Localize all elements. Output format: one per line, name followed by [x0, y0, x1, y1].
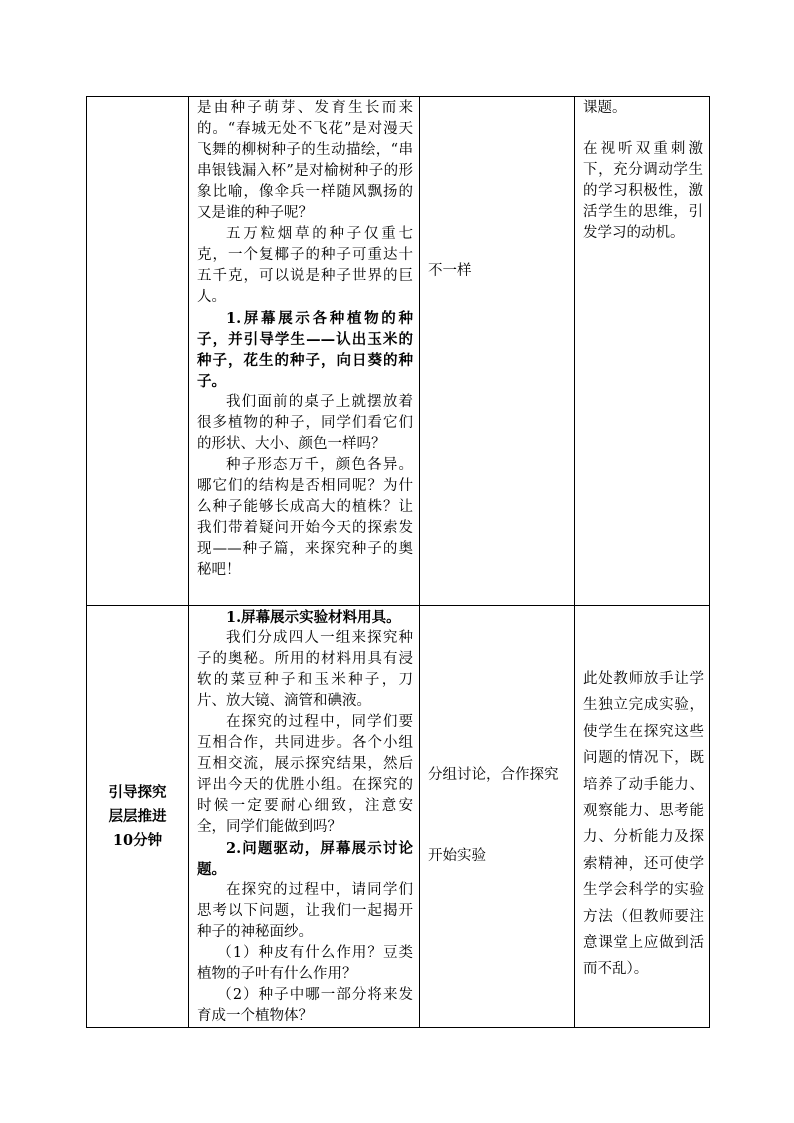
- paragraph: （2）种子中哪一部分将来发育成一个植物体？: [197, 987, 413, 1024]
- teacher-activity-text: [189, 606, 419, 1027]
- paragraph: （1）种皮有什么作用？豆类植物的子叶有什么作用？: [197, 945, 413, 982]
- student-activity-text: 不一样: [428, 263, 472, 279]
- paragraph: 在探究的过程中，请同学们思考以下问题，让我们一起揭开种子的神秘面纱。: [197, 882, 413, 940]
- teacher-activity-cell: [189, 606, 420, 1028]
- paragraph: 1.屏幕展示各种植物的种子，并引导学生——认出玉米的种子，花生的种子，向日葵的种子。: [197, 310, 413, 390]
- table-row: [87, 97, 710, 606]
- paragraph: 我们面前的桌子上就摆放着很多植物的种子，同学们看它们的形状、大小、颜色一样吗？: [197, 394, 413, 452]
- paragraph: 我们分成四人一组来探究种子的奥秘。所用的材料用具有浸软的菜豆种子和玉米种子，刀片、放大镜、滴管和碘液。: [197, 630, 413, 709]
- paragraph: 是由种子萌芽、发育生长而来的。“春城无处不飞花”是对漫天飞舞的柳树种子的生动描绘，“串串银钱漏入杯”是对榆树种子的形象比喻，像伞兵一样随风飘扬的又是谁的种子呢？: [197, 100, 413, 221]
- stage-cell: [87, 606, 189, 1028]
- stage-duration: 10分钟: [112, 831, 163, 849]
- table-row: [87, 606, 710, 1028]
- stage-label-line1: 引导探究: [108, 783, 167, 801]
- lesson-plan-table: [86, 96, 710, 1028]
- teacher-activity-cell: [189, 97, 420, 606]
- paragraph: 在探究的过程中，同学们要互相合作，共同进步。各个小组互相交流，展示探究结果，然后评出今天的优胜小组。在探究的时候一定要耐心细致，注意安全，同学们能做到吗？: [197, 714, 413, 835]
- design-intent-cell: [575, 97, 710, 606]
- design-intent-text-a: 课题。: [583, 100, 627, 116]
- stage-label-line2: 层层推进: [108, 807, 167, 825]
- design-intent-text: 此处教师放手让学生独立完成实验，使学生在探究这些问题的情况下，既培养了动手能力、观察能力、思考能力、分析能力及探索精神，还可使学生学会科学的实验方法（但教师要注意课堂上应做到活而不乱）。: [583, 671, 704, 978]
- student-activity-text-b: 开始实验: [428, 848, 486, 864]
- design-intent-text-b: 在视听双重刺激下，充分调动学生的学习积极性，激活学生的思维，引发学习的动机。: [583, 141, 703, 241]
- paragraph: 2.问题驱动，屏幕展示讨论题。: [197, 840, 413, 878]
- paragraph: 1.屏幕展示实验材料用具。: [226, 609, 401, 626]
- student-activity-text-a: 分组讨论，合作探究: [428, 767, 559, 783]
- design-intent-cell: [575, 606, 710, 1028]
- teacher-activity-text: [189, 97, 419, 581]
- paragraph: 五万粒烟草的种子仅重七克，一个复椰子的种子可重达十五千克，可以说是种子世界的巨人。: [197, 226, 413, 305]
- stage-cell-empty: [87, 97, 189, 606]
- paragraph: 种子形态万千，颜色各异。哪它们的结构是否相同呢？为什么种子能够长成高大的植株？让我们带着疑问开始今天的探索发现——种子篇，来探究种子的奥秘吧！: [197, 457, 413, 578]
- student-activity-cell: [420, 606, 575, 1028]
- student-activity-cell: [420, 97, 575, 606]
